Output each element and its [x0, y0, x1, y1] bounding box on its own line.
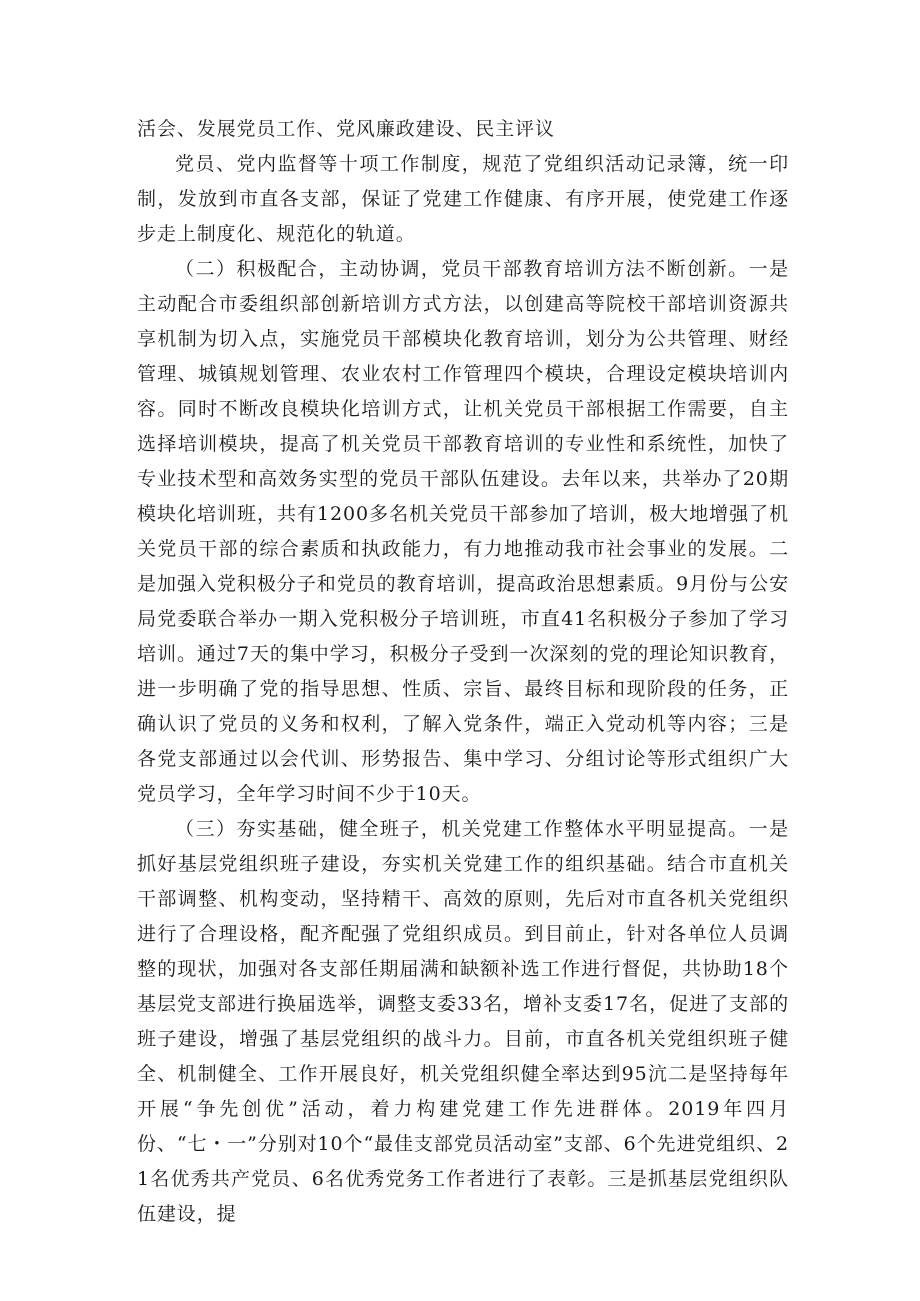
paragraph-foundation-building: （三）夯实基础，健全班子，机关党建工作整体水平明显提高。一是抓好基层党组织班子建设，夯实机关党建工作的组织基础。结合市直机关干部调整、机构变动，坚持精干、高效的原则，先后对市直各机关党组织进行了合理设格，配齐配强了党组织成员。到目前止，针对各单位人员调整的现状，加强对各支部任期届满和缺额补选工作进行督促，共协助18个基层党支部进行换届选举，调整支委33名，增补支委17名，促进了支部的班子建设，增强了基层党组织的战斗力。目前，市直各机关党组织班子健全、机制健全、工作开展良好，机关党组织健全率达到95沆二是坚持每年开展“争先创优”活动，着力构建党建工作先进群体。2019年四月份、“七・一”分别对10个“最佳支部党员活动室”支部、6个先进党组织、21名优秀共产党员、6名优秀党务工作者进行了表彰。三是抓基层党组织队伍建设，提 [137, 818, 789, 1225]
paragraph-training-innovation: （二）积极配合，主动协调，党员干部教育培训方法不断创新。一是主动配合市委组织部创新培训方式方法，以创建高等院校干部培训资源共享机制为切入点，实施党员干部模块化教育培训，划分为公共管理、财经管理、城镇规划管理、农业农村工作管理四个模块，合理设定模块培训内容。同时不断改良模块化培训方式，让机关党员干部根据工作需要，自主选择培训模块，提高了机关党员干部教育培训的专业性和系统性，加快了专业技术型和高效务实型的党员干部队伍建设。去年以来，共举办了20期模块化培训班，共有1200多名机关党员干部参加了培训，极大地增强了机关党员干部的综合素质和执政能力，有力地推动我市社会事业的发展。二是加强入党积极分子和党员的教育培训，提高政治思想素质。9月份与公安局党委联合举办一期入党积极分子培训班，市直41名积极分子参加了学习培训。通过7天的集中学习，积极分子受到一次深刻的党的理论知识教育，进一步明确了党的指导思想、性质、宗旨、最终目标和现阶段的任务，正确认识了党员的义务和权利，了解入党条件，端正入党动机等内容；三是各党支部通过以会代训、形势报告、集中学习、分组讨论等形式组织广大党员学习，全年学习时间不少于10天。 [137, 258, 789, 805]
paragraph-party-system: 党员、党内监督等十项工作制度，规范了党组织活动记录簿，统一印制，发放到市直各支部，保证了党建工作健康、有序开展，使党建工作逐步走上制度化、规范化的轨道。 [137, 153, 789, 245]
paragraph-continuation: 活会、发展党员工作、党风廉政建设、民主评议 [137, 118, 555, 140]
document-body [137, 112, 789, 1232]
